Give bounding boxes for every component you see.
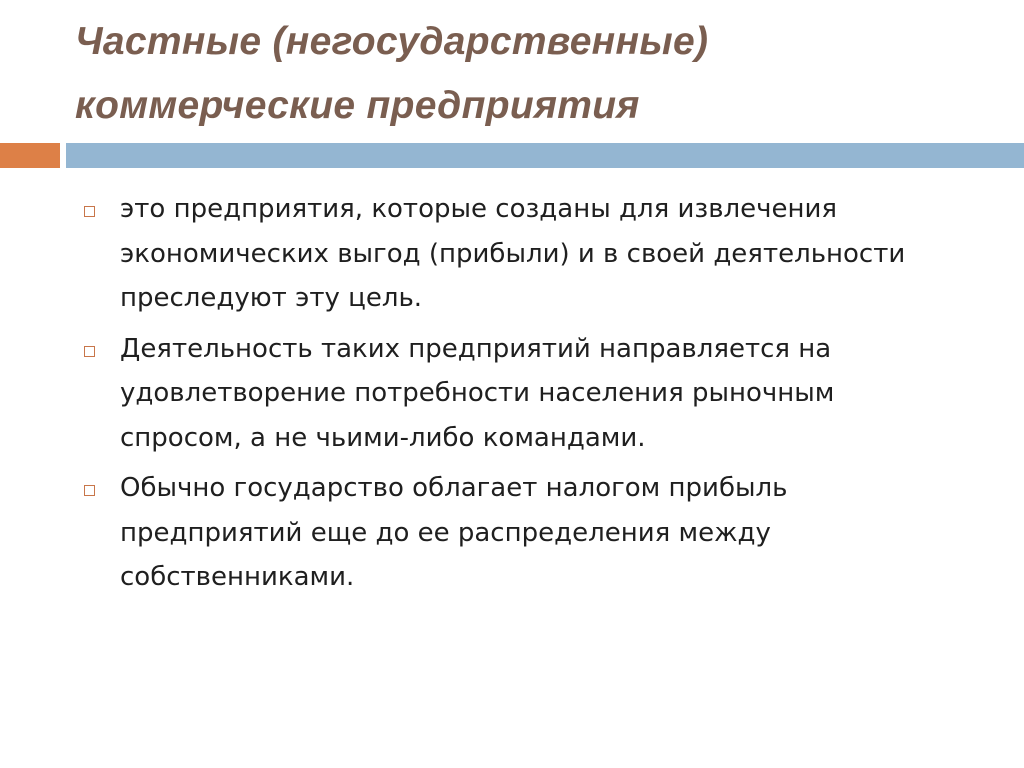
hollow-square-bullet-icon — [84, 346, 95, 357]
slide-title-line-2: коммерческие предприятия — [75, 84, 640, 127]
bullet-item — [0, 327, 1024, 461]
hollow-square-bullet-icon — [84, 206, 95, 217]
bullet-item — [0, 466, 1024, 600]
bullet-text: Деятельность таких предприятий направляется на удовлетворение потребности населения рыночным спросом, а не чьими-либо командами. — [120, 333, 835, 453]
accent-bar-right — [66, 143, 1024, 168]
bullet-text: это предприятия, которые созданы для извлечения экономических выгод (прибыли) и в своей деятельности преследуют эту цель. — [120, 194, 906, 313]
bullet-item — [0, 187, 1024, 321]
hollow-square-bullet-icon — [84, 485, 95, 496]
slide-title — [75, 10, 975, 138]
accent-bar-left — [0, 143, 60, 168]
bullet-list — [0, 187, 1024, 606]
bullet-text: Обычно государство облагает налогом прибыль предприятий еще до ее распределения между собственниками. — [120, 473, 788, 592]
slide-title-line-1: Частные (негосударственные) — [75, 20, 709, 63]
